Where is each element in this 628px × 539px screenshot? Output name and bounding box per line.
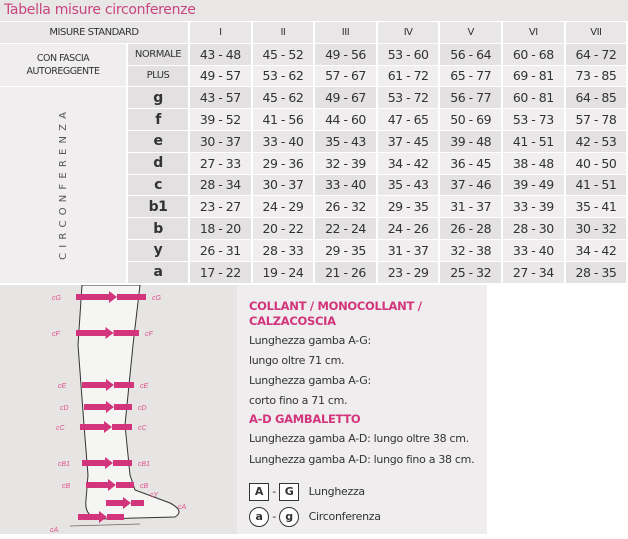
row-label: b [128, 218, 188, 239]
diagram-label: cE [140, 383, 149, 390]
table-cell: 56 - 77 [440, 87, 501, 108]
table-cell: 38 - 48 [503, 153, 564, 174]
table-cell: 35 - 41 [566, 196, 627, 217]
table-cell: 53 - 60 [378, 44, 439, 65]
table-cell: 26 - 32 [315, 196, 376, 217]
table-cell: 32 - 38 [440, 240, 501, 261]
diagram-label: cC [138, 425, 147, 432]
table-cell: 34 - 42 [566, 240, 627, 261]
row-label: y [128, 240, 188, 261]
row-label: c [128, 175, 188, 196]
diagram-label: cC [56, 425, 65, 432]
table-cell: 45 - 62 [253, 87, 314, 108]
row-label: PLUS [128, 66, 188, 87]
size-header: IV [378, 22, 439, 43]
table-cell: 33 - 39 [503, 196, 564, 217]
group-label-line: CON FASCIA [36, 53, 90, 65]
table-cell: 30 - 32 [566, 218, 627, 239]
table-cell: 34 - 42 [378, 153, 439, 174]
legend-heading-calzacoscia: CALZACOSCIA [249, 314, 336, 328]
table-cell: 53 - 72 [378, 87, 439, 108]
table-cell: 31 - 37 [378, 240, 439, 261]
table-cell: 69 - 81 [503, 66, 564, 87]
row-label: e [128, 131, 188, 152]
table-cell: 29 - 36 [253, 153, 314, 174]
table-cell: 29 - 35 [315, 240, 376, 261]
leg-diagram [0, 285, 237, 534]
table-cell: 23 - 29 [378, 262, 439, 283]
table-cell: 49 - 56 [315, 44, 376, 65]
size-header: I [190, 22, 251, 43]
diagram-label: cG [52, 295, 61, 302]
table-cell: 61 - 72 [378, 66, 439, 87]
table-cell: 41 - 51 [503, 131, 564, 152]
header-label: MISURE STANDARD [0, 22, 188, 43]
group-label-autoreggente [0, 44, 126, 87]
legend-text: lungo oltre 71 cm. [249, 354, 345, 367]
table-cell: 39 - 48 [440, 131, 501, 152]
table-cell: 60 - 81 [503, 87, 564, 108]
table-cell: 29 - 35 [378, 196, 439, 217]
size-table [0, 22, 628, 284]
row-label: g [128, 87, 188, 108]
dash: - [272, 510, 276, 523]
diagram-label: cF [145, 331, 153, 338]
table-cell: 56 - 64 [440, 44, 501, 65]
table-cell: 41 - 56 [253, 109, 314, 130]
diagram-label: cB [62, 483, 71, 490]
table-cell: 20 - 22 [253, 218, 314, 239]
table-cell: 35 - 43 [378, 175, 439, 196]
circumference-label: Circonferenza [308, 510, 381, 523]
group-label-circonferenza [0, 87, 126, 282]
table-cell: 49 - 67 [315, 87, 376, 108]
legend-panel [237, 285, 487, 534]
table-cell: 39 - 49 [503, 175, 564, 196]
table-cell: 57 - 78 [566, 109, 627, 130]
table-cell: 24 - 26 [378, 218, 439, 239]
legend-heading-gambaletto: A-D GAMBALETTO [249, 412, 361, 426]
size-header: III [315, 22, 376, 43]
table-cell: 64 - 72 [566, 44, 627, 65]
table-cell: 23 - 27 [190, 196, 251, 217]
table-cell: 24 - 29 [253, 196, 314, 217]
table-cell: 28 - 35 [566, 262, 627, 283]
table-cell: 43 - 48 [190, 44, 251, 65]
table-cell: 53 - 62 [253, 66, 314, 87]
size-header: VI [503, 22, 564, 43]
table-cell: 33 - 40 [503, 240, 564, 261]
circle-g: g [279, 507, 299, 527]
table-cell: 47 - 65 [378, 109, 439, 130]
diagram-label: cF [52, 331, 60, 338]
box-g: G [279, 483, 299, 501]
legend-text: Lunghezza gamba A-D: lungo oltre 38 cm. [249, 432, 469, 445]
size-header: VII [566, 22, 627, 43]
diagram-label: cA [178, 504, 187, 511]
table-cell: 33 - 40 [315, 175, 376, 196]
diagram-label: cA [50, 527, 59, 534]
table-cell: 35 - 43 [315, 131, 376, 152]
diagram-label: cD [60, 405, 69, 412]
table-cell: 21 - 26 [315, 262, 376, 283]
table-cell: 40 - 50 [566, 153, 627, 174]
diagram-label: cE [58, 383, 67, 390]
table-cell: 43 - 57 [190, 87, 251, 108]
table-cell: 19 - 24 [253, 262, 314, 283]
group-label-line: AUTOREGGENTE [26, 66, 100, 78]
table-cell: 30 - 37 [253, 175, 314, 196]
table-cell: 44 - 60 [315, 109, 376, 130]
table-cell: 36 - 45 [440, 153, 501, 174]
table-cell: 28 - 34 [190, 175, 251, 196]
table-cell: 27 - 34 [503, 262, 564, 283]
diagram-label: cD [138, 405, 147, 412]
diagram-label: cY [150, 492, 159, 499]
table-cell: 31 - 37 [440, 196, 501, 217]
length-label: Lunghezza [308, 485, 365, 498]
row-label: a [128, 262, 188, 283]
legend-text: Lunghezza gamba A-G: [249, 334, 371, 347]
table-cell: 39 - 52 [190, 109, 251, 130]
table-cell: 41 - 51 [566, 175, 627, 196]
table-cell: 73 - 85 [566, 66, 627, 87]
table-cell: 26 - 31 [190, 240, 251, 261]
diagram-label: cB1 [138, 461, 151, 468]
table-cell: 22 - 24 [315, 218, 376, 239]
box-a: A [249, 483, 269, 501]
table-cell: 45 - 52 [253, 44, 314, 65]
table-cell: 60 - 68 [503, 44, 564, 65]
diagram-label: cB1 [58, 461, 71, 468]
size-header: II [253, 22, 314, 43]
table-cell: 28 - 33 [253, 240, 314, 261]
legend-text: corto fino a 71 cm. [249, 394, 348, 407]
foot-line [70, 524, 140, 526]
circle-a: a [249, 507, 269, 527]
page-title: Tabella misure circonferenze [0, 0, 628, 21]
table-cell: 17 - 22 [190, 262, 251, 283]
table-cell: 65 - 77 [440, 66, 501, 87]
dash: - [272, 485, 276, 498]
table-cell: 26 - 28 [440, 218, 501, 239]
row-label: b1 [128, 196, 188, 217]
legend-text: Lunghezza gamba A-D: lungo fino a 38 cm. [249, 453, 475, 466]
table-cell: 25 - 32 [440, 262, 501, 283]
table-cell: 32 - 39 [315, 153, 376, 174]
legend-length-key [249, 483, 365, 501]
row-label: d [128, 153, 188, 174]
table-cell: 64 - 85 [566, 87, 627, 108]
table-cell: 33 - 40 [253, 131, 314, 152]
diagram-label: cG [152, 295, 161, 302]
table-cell: 57 - 67 [315, 66, 376, 87]
legend-text: Lunghezza gamba A-G: [249, 374, 371, 387]
vertical-label: C I R C O N F E R E N Z A [57, 110, 69, 260]
table-cell: 53 - 73 [503, 109, 564, 130]
table-cell: 18 - 20 [190, 218, 251, 239]
table-cell: 28 - 30 [503, 218, 564, 239]
size-header: V [440, 22, 501, 43]
row-label: f [128, 109, 188, 130]
diagram-label: cB [140, 483, 149, 490]
table-cell: 49 - 57 [190, 66, 251, 87]
table-cell: 30 - 37 [190, 131, 251, 152]
legend-circ-key [249, 507, 381, 527]
table-cell: 42 - 53 [566, 131, 627, 152]
table-cell: 50 - 69 [440, 109, 501, 130]
table-cell: 37 - 46 [440, 175, 501, 196]
table-cell: 37 - 45 [378, 131, 439, 152]
row-label: NORMALE [128, 44, 188, 65]
legend-heading-collant: COLLANT / MONOCOLLANT / [249, 299, 422, 313]
table-cell: 27 - 33 [190, 153, 251, 174]
